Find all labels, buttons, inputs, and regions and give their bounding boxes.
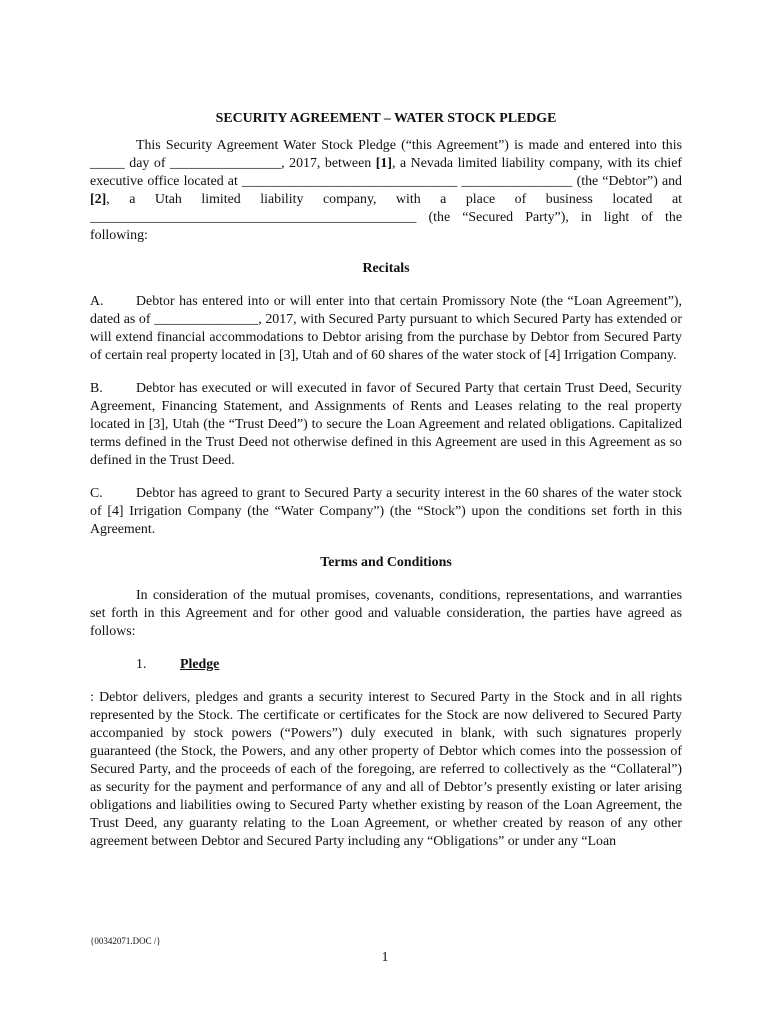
recital-text: Debtor has entered into or will enter into that certain Promissory Note (the “Loan Agreement”), dated as of _______________, 2017, with Secured Party pursuant to which Secured Party has extended or will extend financial accommodations to Debtor arising from the purchase by Debtor from Secured Party of certain real property located in [3], Utah and of 60 shares of the water stock of [4] Irrigation Company. — [90, 294, 682, 363]
section-1-heading-line — [136, 656, 682, 674]
recital-text: Debtor has agreed to grant to Secured Party a security interest in the 60 shares of the water stock of [4] Irrigation Company (the “Water Company”) (the “Stock”) upon the conditions set forth in this Agreement. — [90, 486, 682, 537]
recital-b — [90, 380, 682, 470]
recital-label: C. — [90, 486, 103, 501]
document-body — [90, 110, 682, 866]
document-title: SECURITY AGREEMENT – WATER STOCK PLEDGE — [215, 111, 557, 126]
intro-text-3: , a Utah limited liability company, with a place of business located at _______________________________________________ (the “Secured Party”), in light of the following: — [90, 192, 682, 243]
recital-text: Debtor has executed or will executed in favor of Secured Party that certain Trust Deed, Security Agreement, Financing Statement, and Assignments of Rents and Leases relating to the real property located in [3], Utah (the “Trust Deed”) to secure the Loan Agreement and related obligations. Capitalized terms defined in the Trust Deed not otherwise defined in this Agreement are used in this Agreement as so defined in the Trust Deed. — [90, 381, 682, 468]
party-2-placeholder: [2] — [90, 192, 107, 207]
page-number: 1 — [381, 950, 389, 965]
terms-heading: Terms and Conditions — [320, 555, 452, 570]
intro-text-1: This Security Agreement Water Stock Pledge (“this Agreement”) is made and entered into this _____ day of ________________, 2017, between — [90, 138, 682, 171]
intro-text-2: , a Nevada limited liability company, with its chief executive office located at _______________________________ ________________ (the “Debtor”) and — [90, 156, 682, 189]
section-number: 1. — [136, 657, 147, 672]
recital-label: A. — [90, 294, 104, 309]
recital-label: B. — [90, 381, 103, 396]
recital-a — [90, 293, 682, 365]
footer-document-reference: {00342071.DOC /} — [90, 936, 161, 946]
intro-paragraph — [90, 137, 682, 245]
section-heading-pledge: Pledge — [180, 657, 220, 672]
recitals-heading: Recitals — [362, 261, 410, 276]
section-1-paragraph: : Debtor delivers, pledges and grants a security interest to Secured Party in the Stock and in all rights represented by the Stock. The certificate or certificates for the Stock are now delivered to Secured Party accompanied by stock powers (“Powers”) duly executed in blank, with such signatures properly guaranteed (the Stock, the Powers, and any other property of Debtor which comes into the possession of Secured Party, and the proceeds of each of the foregoing, are referred to collectively as the “Collateral”) as security for the payment and performance of any and all of Debtor’s presently existing or later arising obligations and liabilities owing to Secured Party whether existing by reason of the Loan Agreement, the Trust Deed, any guaranty relating to the Loan Agreement, or whether created by reason of any other agreement between Debtor and Secured Party including any “Obligations” or under any “Loan — [90, 690, 682, 849]
recital-c — [90, 485, 682, 539]
terms-intro-paragraph: In consideration of the mutual promises, covenants, conditions, representations, and warranties set forth in this Agreement and for other good and valuable consideration, the parties have agreed as follows: — [90, 588, 682, 639]
party-1-placeholder: [1] — [375, 156, 392, 171]
